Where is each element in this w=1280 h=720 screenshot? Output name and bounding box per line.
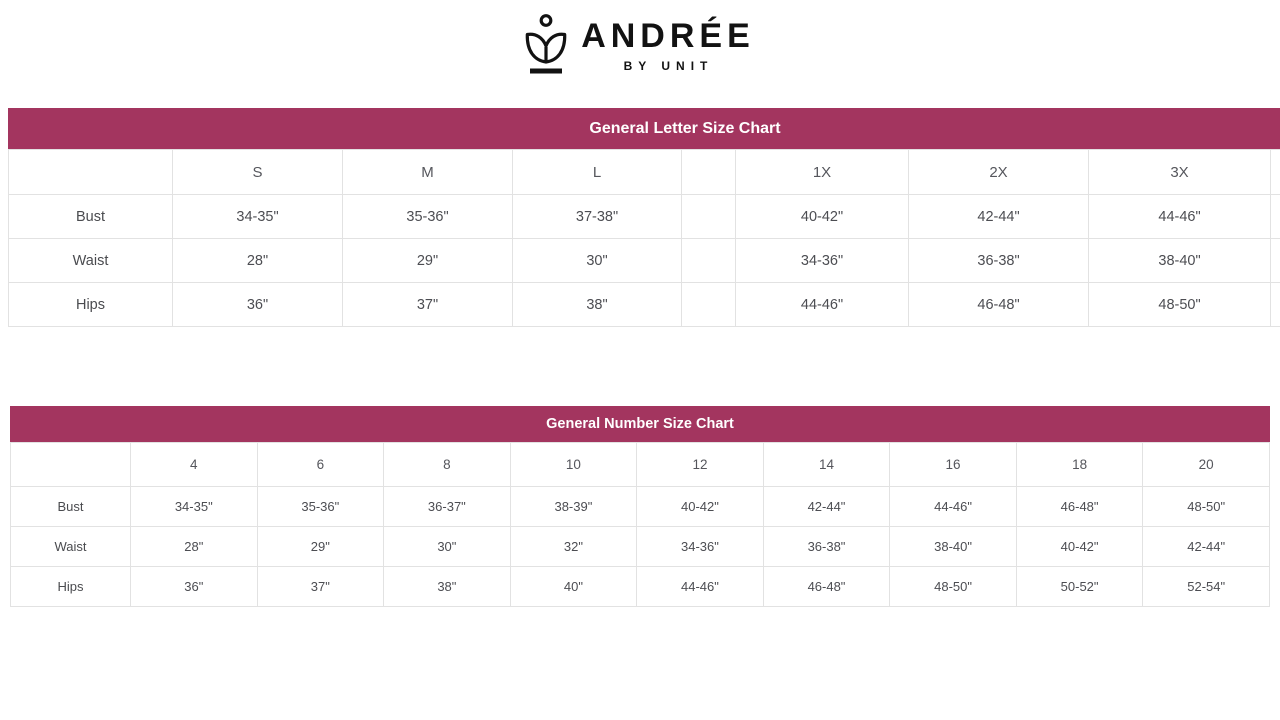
- measurement-row: [11, 567, 1270, 607]
- number-size-chart-title: General Number Size Chart: [10, 406, 1270, 442]
- number-column-header-row: [11, 443, 1270, 487]
- size-value-cell: 29": [343, 239, 513, 283]
- size-value-cell: 30": [384, 527, 511, 567]
- size-value-cell: 35-36": [343, 195, 513, 239]
- size-value-cell: 29": [257, 527, 384, 567]
- size-value-cell: 46-48": [763, 567, 890, 607]
- brand-wordmark: [576, 16, 755, 74]
- size-value-cell: 40-42": [736, 195, 909, 239]
- brand-tagline: BY UNIT: [623, 59, 714, 74]
- brand-name: ANDRÉE: [581, 16, 755, 55]
- size-value-cell: 38-40": [1089, 239, 1271, 283]
- measurement-label: Hips: [11, 567, 131, 607]
- measurement-row: [9, 283, 1280, 327]
- size-value-cell: 36": [131, 567, 258, 607]
- size-value-cell: 44-46": [736, 283, 909, 327]
- size-column-header: M: [343, 150, 513, 195]
- size-value-cell: 42-44": [909, 195, 1089, 239]
- size-column-header: S: [173, 150, 343, 195]
- size-column-header: 12: [637, 443, 764, 487]
- letter-column-header-row: [9, 150, 1280, 195]
- size-value-cell: 30": [513, 239, 682, 283]
- letter-size-table: [8, 149, 1280, 327]
- size-value-cell: 28": [131, 527, 258, 567]
- size-value-cell: 50-52": [1016, 567, 1143, 607]
- size-value-cell: 35-36": [257, 487, 384, 527]
- size-value-cell: 32": [510, 527, 637, 567]
- size-value-cell: 38-40": [890, 527, 1017, 567]
- size-value-cell: 38-39": [510, 487, 637, 527]
- measurement-row: [11, 487, 1270, 527]
- tulip-icon: [525, 14, 567, 78]
- size-column-header: 2X: [909, 150, 1089, 195]
- size-column-header: 14: [763, 443, 890, 487]
- size-value-cell: 42-44": [763, 487, 890, 527]
- size-value-cell: 48-50": [1143, 487, 1270, 527]
- measurement-row: [9, 195, 1280, 239]
- empty-header-cell: [682, 150, 736, 195]
- size-value-cell: 48-50": [1089, 283, 1271, 327]
- size-column-header: 4: [131, 443, 258, 487]
- measurement-label: Bust: [9, 195, 173, 239]
- empty-cell: [1271, 195, 1280, 239]
- letter-size-chart-section: [8, 108, 1280, 327]
- size-value-cell: 34-35": [131, 487, 258, 527]
- size-value-cell: 34-35": [173, 195, 343, 239]
- measurement-label: Hips: [9, 283, 173, 327]
- empty-cell: [682, 195, 736, 239]
- size-value-cell: 37": [257, 567, 384, 607]
- number-size-chart-section: [10, 406, 1270, 607]
- letter-size-chart-title: General Letter Size Chart: [8, 108, 1280, 149]
- empty-cell: [682, 239, 736, 283]
- size-value-cell: 48-50": [890, 567, 1017, 607]
- number-size-table: [10, 442, 1270, 607]
- size-value-cell: 44-46": [1089, 195, 1271, 239]
- empty-cell: [682, 283, 736, 327]
- size-column-header: L: [513, 150, 682, 195]
- size-column-header: 1X: [736, 150, 909, 195]
- size-column-header: 20: [1143, 443, 1270, 487]
- size-column-header: 3X: [1089, 150, 1271, 195]
- size-value-cell: 44-46": [890, 487, 1017, 527]
- empty-cell: [1271, 283, 1280, 327]
- size-column-header: 16: [890, 443, 1017, 487]
- empty-cell: [1271, 239, 1280, 283]
- empty-header-cell: [9, 150, 173, 195]
- size-value-cell: 44-46": [637, 567, 764, 607]
- size-column-header: 8: [384, 443, 511, 487]
- brand-logo: [0, 0, 1280, 78]
- size-value-cell: 40-42": [637, 487, 764, 527]
- measurement-label: Waist: [11, 527, 131, 567]
- size-column-header: 6: [257, 443, 384, 487]
- size-value-cell: 46-48": [909, 283, 1089, 327]
- size-value-cell: 37-38": [513, 195, 682, 239]
- empty-header-cell: [11, 443, 131, 487]
- size-value-cell: 42-44": [1143, 527, 1270, 567]
- size-value-cell: 28": [173, 239, 343, 283]
- measurement-label: Bust: [11, 487, 131, 527]
- size-value-cell: 36-38": [909, 239, 1089, 283]
- size-value-cell: 37": [343, 283, 513, 327]
- size-value-cell: 38": [384, 567, 511, 607]
- size-value-cell: 36": [173, 283, 343, 327]
- measurement-row: [9, 239, 1280, 283]
- measurement-label: Waist: [9, 239, 173, 283]
- size-value-cell: 36-37": [384, 487, 511, 527]
- size-value-cell: 34-36": [736, 239, 909, 283]
- size-column-header: 10: [510, 443, 637, 487]
- size-value-cell: 36-38": [763, 527, 890, 567]
- size-value-cell: 38": [513, 283, 682, 327]
- measurement-row: [11, 527, 1270, 567]
- size-value-cell: 40-42": [1016, 527, 1143, 567]
- size-value-cell: 46-48": [1016, 487, 1143, 527]
- empty-header-cell: [1271, 150, 1280, 195]
- size-value-cell: 52-54": [1143, 567, 1270, 607]
- size-value-cell: 40": [510, 567, 637, 607]
- size-column-header: 18: [1016, 443, 1143, 487]
- size-value-cell: 34-36": [637, 527, 764, 567]
